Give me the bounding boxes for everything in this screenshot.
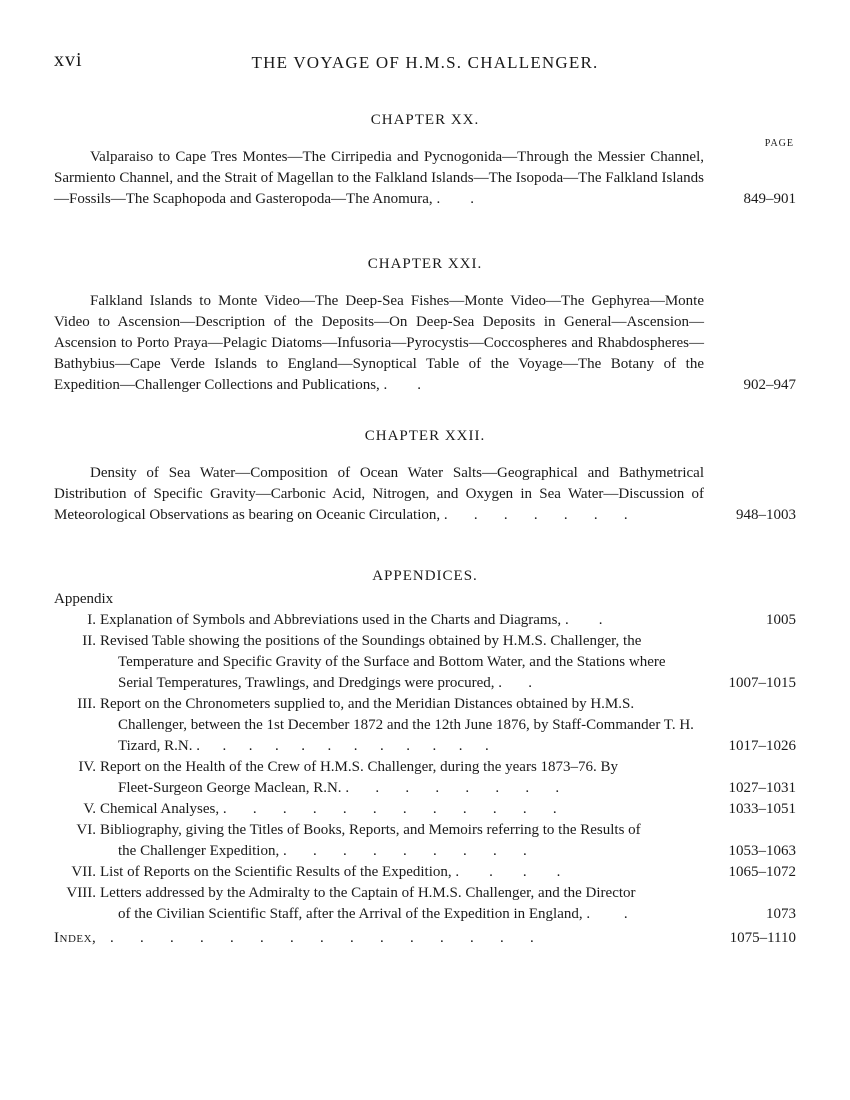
appendix-number: II. xyxy=(82,633,96,649)
appendix-title-continued: Challenger, between the 1st December 1872 and the 12th June 1876, by Staff-Commander T. H. Tizard, R.N. xyxy=(118,717,694,754)
appendix-item xyxy=(54,883,796,925)
appendices-heading: APPENDICES. xyxy=(372,568,478,584)
dot-leader: . . . . . . . . . . . . xyxy=(222,801,557,817)
chapter-heading: CHAPTER XX. xyxy=(370,112,480,128)
appendix-item xyxy=(54,694,796,757)
chapter-entry xyxy=(54,463,796,526)
page-range: 1017–1026 xyxy=(728,738,796,754)
index-label: Index, xyxy=(54,930,97,946)
appendix-title: Chemical Analyses, xyxy=(100,801,220,817)
page-column-label: PAGE xyxy=(764,138,794,149)
dot-leader: . . . . xyxy=(455,864,561,880)
page-range: 1075–1110 xyxy=(729,930,796,946)
page-folio: xvi xyxy=(54,49,83,71)
dot-leader: . . . . . . . xyxy=(443,507,628,523)
index-entry xyxy=(54,928,796,949)
appendix-title: Bibliography, giving the Titles of Books, Reports, and Memoirs referring to the Results of xyxy=(100,822,641,838)
appendix-number: IV. xyxy=(78,759,96,775)
chapter-xxii-section xyxy=(54,426,796,526)
chapter-heading: CHAPTER XXII. xyxy=(364,428,486,444)
appendix-title-continued: the Challenger Expedition, xyxy=(118,843,280,859)
dot-leader: . . . . . . . . . xyxy=(282,843,527,859)
appendix-item xyxy=(54,757,796,799)
dot-leader: . . xyxy=(564,612,603,628)
dot-leader: . . . . . . . . xyxy=(345,780,560,796)
appendix-title: Revised Table showing the positions of the Soundings obtained by H.M.S. Challenger, the xyxy=(100,633,642,649)
dot-leader: . . xyxy=(586,906,628,922)
page-range: 1053–1063 xyxy=(728,843,796,859)
appendix-number: VII. xyxy=(71,864,96,880)
page-range: 1073 xyxy=(766,906,796,922)
appendix-title-continued: of the Civilian Scientific Staff, after the Arrival of the Expedition in England, xyxy=(118,906,583,922)
appendix-number: V. xyxy=(83,801,96,817)
appendix-item xyxy=(54,610,796,631)
chapter-entry xyxy=(54,147,796,210)
chapter-summary: Falkland Islands to Monte Video—The Deep-Sea Fishes—Monte Video—The Gephyrea—Monte Video to Ascension—Description of the Deposits—On Deep-Sea Deposits in General—Ascension—Ascension to Porto Praya—Pelagic Diatoms—Infusoria—Pyrocystis—Coccospheres and Rhabdospheres—Bathybius—Cape Verde Islands to England—Synoptical Table of the Voyage—The Botany of the Expedition—Challenger Collections and Publications, xyxy=(54,293,704,393)
appendix-label: Appendix xyxy=(54,591,114,607)
dot-leader: . . xyxy=(498,675,532,691)
dot-leader: . . xyxy=(383,377,422,393)
chapter-summary: Density of Sea Water—Composition of Ocean Water Salts—Geographical and Bathymetrical Distribution of Specific Gravity—Carbonic Acid, Nitrogen, and Oxygen in Sea Water—Discussion of Meteorological Observations as bearing on Oceanic Circulation, xyxy=(54,465,704,523)
appendix-number: VI. xyxy=(76,822,96,838)
appendix-title: List of Reports on the Scientific Results of the Expedition, xyxy=(100,864,452,880)
appendix-title: Report on the Chronometers supplied to, and the Meridian Distances obtained by H.M.S. xyxy=(100,696,635,712)
page-range: 948–1003 xyxy=(736,507,796,523)
chapter-xxi-section xyxy=(54,254,796,396)
appendix-title: Explanation of Symbols and Abbreviations used in the Charts and Diagrams, xyxy=(100,612,562,628)
dot-leader: . . . . . . . . . . . . xyxy=(196,738,489,754)
appendix-number: I. xyxy=(87,612,96,628)
chapter-entry xyxy=(54,291,796,396)
page-range: 1065–1072 xyxy=(728,864,796,880)
chapter-xx-section xyxy=(54,110,796,210)
appendix-item xyxy=(54,799,796,820)
page-range: 1005 xyxy=(766,612,796,628)
appendix-title-continued: Temperature and Specific Gravity of the Surface and Bottom Water, and the Stations where Serial Temperatures, Trawlings, and Dredgings were procured, xyxy=(118,654,666,691)
running-head xyxy=(54,50,796,74)
appendix-item xyxy=(54,631,796,694)
chapter-summary: Valparaiso to Cape Tres Montes—The Cirripedia and Pycnogonida—Through the Messier Channel, Sarmiento Channel, and the Strait of Magellan to the Falkland Islands—The Isopoda—The Falkland Islands—Fossils—The Scaphopoda and Gasteropoda—The Anomura, xyxy=(54,149,704,207)
appendix-title-continued: Fleet-Surgeon George Maclean, R.N. xyxy=(118,780,342,796)
page-range: 902–947 xyxy=(743,377,796,393)
appendix-number: III. xyxy=(77,696,96,712)
page-range: 1007–1015 xyxy=(728,675,796,691)
chapter-heading: CHAPTER XXI. xyxy=(367,256,483,272)
appendix-number: VIII. xyxy=(66,885,96,901)
appendix-title: Report on the Health of the Crew of H.M.S. Challenger, during the years 1873–76. By xyxy=(100,759,619,775)
page-range: 1027–1031 xyxy=(728,780,796,796)
dot-leader: . . . . . . . . . . . . . . . xyxy=(110,930,534,946)
dot-leader: . . xyxy=(436,191,474,207)
page-range: 849–901 xyxy=(743,191,796,207)
appendix-title: Letters addressed by the Admiralty to the Captain of H.M.S. Challenger, and the Director xyxy=(100,885,636,901)
appendix-item xyxy=(54,820,796,862)
appendices-section xyxy=(54,566,796,925)
page-range: 1033–1051 xyxy=(728,801,796,817)
appendix-item xyxy=(54,862,796,883)
running-title: THE VOYAGE OF H.M.S. CHALLENGER. xyxy=(251,53,599,72)
